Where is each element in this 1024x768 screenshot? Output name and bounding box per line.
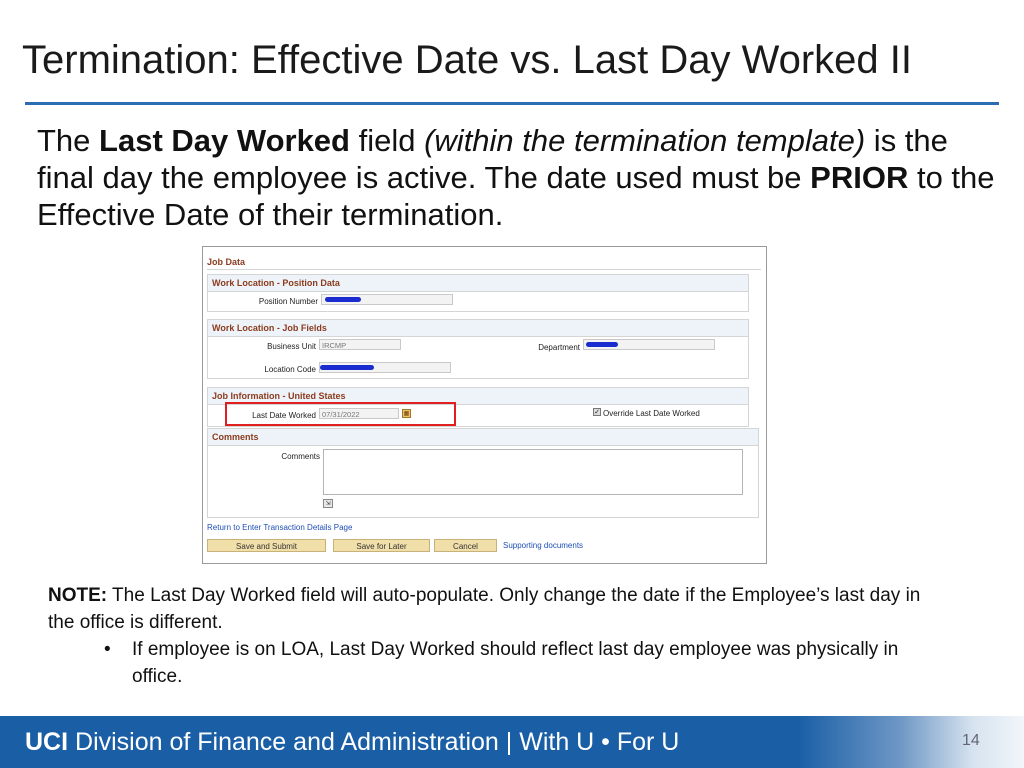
section-position-data	[207, 274, 749, 312]
supporting-documents-link[interactable]: Supporting documents	[503, 541, 584, 550]
calendar-icon[interactable]: ▦	[403, 411, 410, 417]
title-divider	[25, 102, 999, 105]
section-comments	[207, 428, 759, 518]
business-unit-label: Business Unit	[267, 342, 316, 351]
last-day-worked-term: Last Day Worked	[99, 123, 350, 158]
uci-logo: UCI	[25, 728, 69, 756]
redaction-mark	[325, 297, 361, 302]
business-unit-field[interactable]: IRCMP	[319, 339, 401, 350]
position-number-label: Position Number	[258, 297, 318, 306]
page-number: 14	[962, 732, 980, 749]
prior-emphasis: PRIOR	[810, 160, 909, 195]
redaction-mark	[320, 365, 374, 370]
highlight-box	[225, 402, 456, 426]
intro-paragraph: The Last Day Worked field (within the termination template) is the final day the employee is active. The date used must be PRIOR to the Effective Date of their termination.	[37, 123, 995, 232]
save-for-later-button[interactable]: Save for Later	[333, 539, 430, 552]
template-qualifier: (within the termination template)	[424, 123, 866, 158]
redaction-mark	[586, 342, 618, 347]
footer-bar	[0, 716, 1024, 768]
override-checkbox[interactable]: ✓	[594, 409, 600, 416]
cancel-button[interactable]: Cancel	[434, 539, 497, 552]
override-label: Override Last Date Worked	[603, 409, 700, 418]
department-label: Department	[538, 343, 580, 352]
section-job-fields	[207, 319, 749, 379]
last-date-worked-field[interactable]: 07/31/2022	[319, 408, 399, 419]
job-data-screenshot	[202, 246, 767, 564]
section-header-job-fields: Work Location - Job Fields	[208, 320, 748, 337]
section-header-position: Work Location - Position Data	[208, 275, 748, 292]
job-data-title: Job Data	[207, 257, 246, 267]
note-label: NOTE:	[48, 585, 108, 606]
comments-label: Comments	[281, 452, 320, 461]
return-link[interactable]: Return to Enter Transaction Details Page	[207, 523, 353, 532]
spellcheck-icon[interactable]: ⇲	[323, 499, 333, 508]
note-paragraph: NOTE: The Last Day Worked field will auto-populate. Only change the date if the Employee’s last day in the office is different.	[48, 585, 921, 633]
section-header-comments: Comments	[208, 429, 758, 446]
location-code-label: Location Code	[264, 365, 316, 374]
section-header-job-info: Job Information - United States	[208, 388, 748, 405]
save-and-submit-button[interactable]: Save and Submit	[207, 539, 326, 552]
comments-textarea[interactable]	[323, 449, 743, 495]
bullet-icon: •	[104, 639, 111, 660]
footer-brand: UCI Division of Finance and Administration | With U • For U	[25, 728, 680, 756]
last-date-worked-label: Last Date Worked	[252, 411, 316, 420]
bullet-text: If employee is on LOA, Last Day Worked should reflect last day employee was physically in office.	[132, 639, 899, 687]
slide-title: Termination: Effective Date vs. Last Day Worked II	[22, 38, 912, 82]
job-data-rule	[207, 269, 761, 270]
